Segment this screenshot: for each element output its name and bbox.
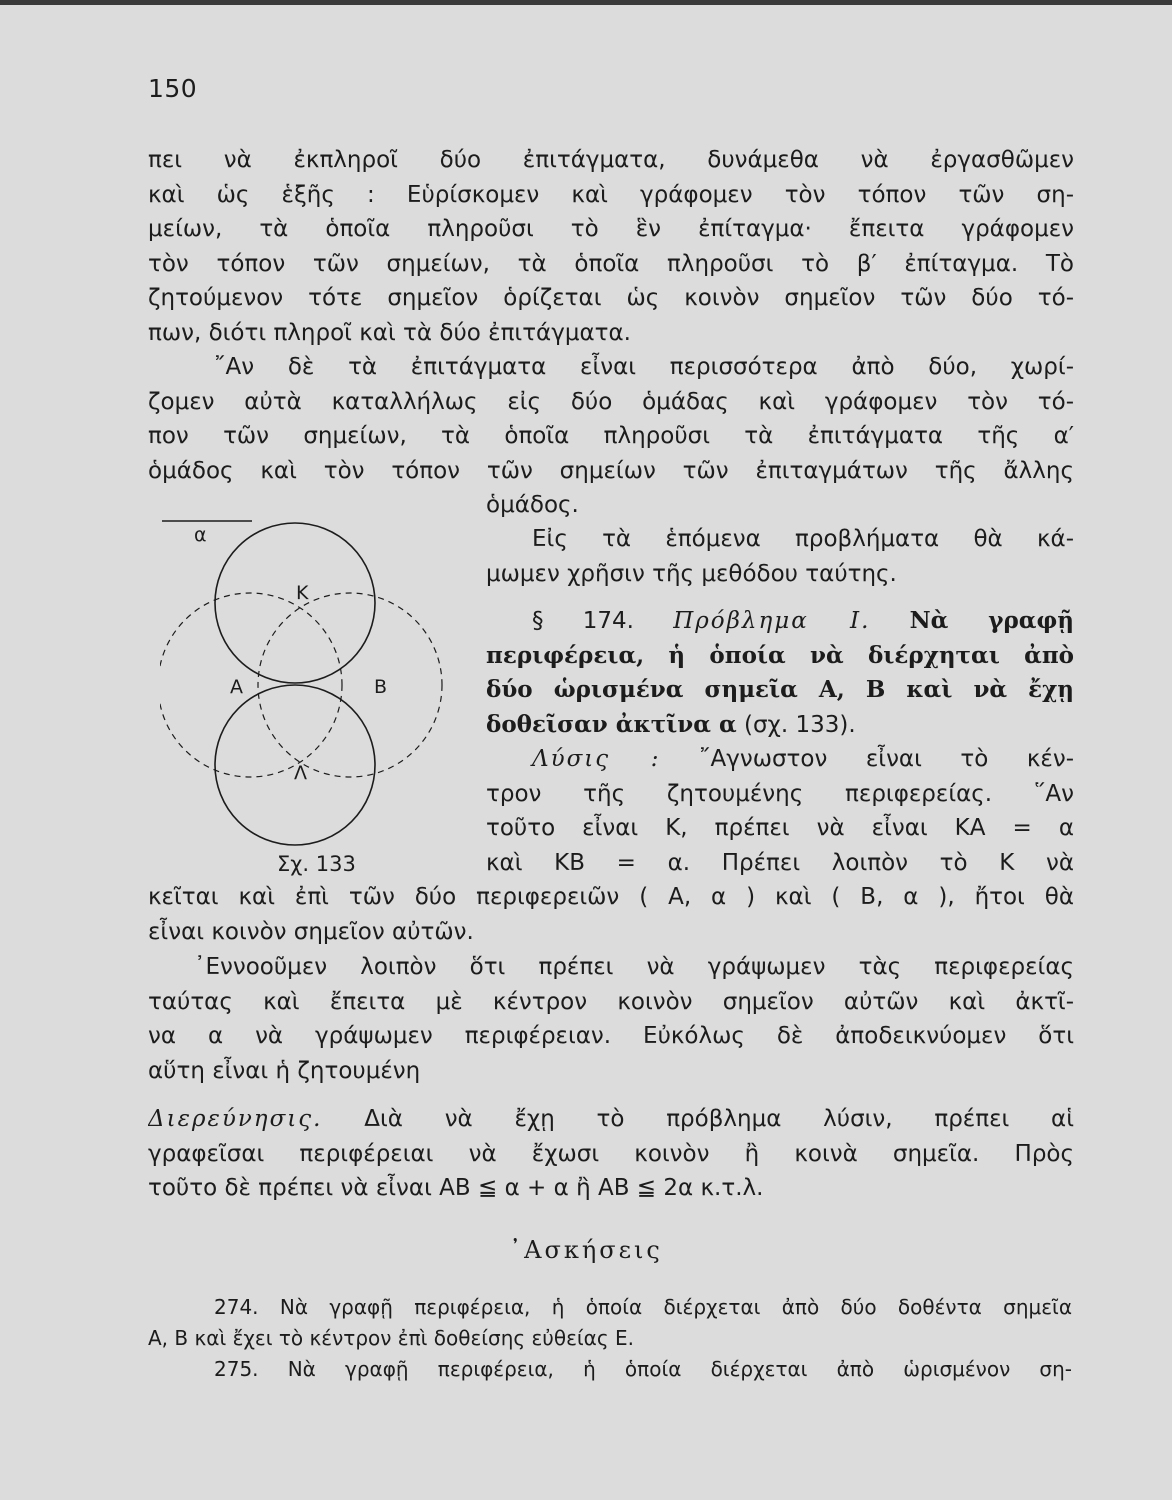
text-line: να α νὰ γράψωμεν περιφέρειαν. Εὐκόλως δὲ ἀποδεικνύομεν ὅτι — [148, 1023, 1074, 1049]
solution-text: ῎Αγνωστον εἶναι τὸ κέν- — [699, 746, 1074, 772]
point-b-label: Β — [374, 676, 388, 698]
text-line: ῎Αν δὲ τὰ ἐπιτάγματα εἶναι περισσότερα ἀπὸ δύο, χωρί- — [214, 354, 1074, 380]
text-line: πων, διότι πληροῖ καὶ τὰ δύο ἐπιτάγματα. — [148, 319, 631, 346]
page-top-edge — [0, 0, 1172, 5]
circle-center-k — [215, 523, 375, 683]
paragraph-next-problems — [486, 522, 1074, 591]
solution-label: Λύσις : — [532, 746, 661, 772]
figure-reference: (σχ. 133). — [743, 711, 856, 738]
exercise-item: Α, Β καὶ ἔχει τὸ κέντρον ἐπὶ δοθείσης εὐθείας Ε. — [148, 1326, 634, 1350]
text-line: γραφεῖσαι περιφέρειαι νὰ ἔχωσι κοινὸν ἢ κοινὰ σημεῖα. Πρὸς — [148, 1140, 1074, 1167]
solution-narrow — [486, 742, 1074, 880]
text-line: καὶ ὡς ἑξῆς : Εὑρίσκομεν καὶ γράφομεν τὸν τόπον τῶν ση- — [148, 181, 1074, 208]
point-a-label: Α — [230, 676, 243, 698]
point-k-label: Κ — [296, 582, 309, 604]
figure-133 — [160, 515, 460, 875]
discussion-text: Διὰ νὰ ἔχῃ τὸ πρόβλημα λύσιν, πρέπει αἱ — [364, 1106, 1074, 1132]
exercise-item: 275. Νὰ γραφῇ περιφέρεια, ἡ ὁποία διέρχεται ἀπὸ ὡρισμένον ση- — [214, 1357, 1072, 1381]
problem-statement — [486, 604, 1074, 742]
discussion-label: Διερεύνησις. — [148, 1106, 323, 1132]
discussion-first-line — [148, 1102, 1074, 1137]
point-l-label: Λ — [294, 762, 307, 784]
text-line: πον τῶν σημείων, τὰ ὁποῖα πληροῦσι τὰ ἐπιτάγματα τῆς α′ — [148, 423, 1074, 449]
text-line: τρον τῆς ζητουμένης περιφερείας. ῞Αν — [486, 780, 1074, 807]
text-line: ᾿Εννοοῦμεν λοιπὸν ὅτι πρέπει νὰ γράψωμεν τὰς περιφερείας — [194, 954, 1074, 980]
problem-text: δύο ὡρισμένα σημεῖα Α, Β καὶ νὰ ἔχῃ — [486, 676, 1074, 703]
text-line: ὁμάδος. — [486, 492, 579, 518]
text-line: μείων, τὰ ὁποῖα πληροῦσι τὸ ἓν ἐπίταγμα· ἔπειτα γράφομεν — [148, 216, 1074, 242]
section-number: § 174. — [532, 608, 634, 634]
text-line: εἶναι κοινὸν σημεῖον αὐτῶν. — [148, 918, 474, 945]
figure-caption: Σχ. 133 — [277, 852, 356, 876]
page-number: 150 — [148, 74, 198, 103]
text-line: τὸν τόπον τῶν σημείων, τὰ ὁποῖα πληροῦσι τὸ β′ ἐπίταγμα. Τὸ — [148, 250, 1074, 277]
text-line: μωμεν χρῆσιν τῆς μεθόδου ταύτης. — [486, 560, 897, 587]
text-line: τοῦτο εἶναι Κ, πρέπει νὰ εἶναι ΚΑ = α — [486, 815, 1074, 841]
text-line: τοῦτο δὲ πρέπει νὰ εἶναι ΑΒ ≦ α + α ἢ ΑΒ ≦ 2α κ.τ.λ. — [148, 1175, 764, 1201]
problem-title-line — [486, 604, 1074, 639]
problem-text: Νὰ γραφῇ — [909, 607, 1074, 634]
problem-text: δοθεῖσαν ἀκτῖνα α — [486, 710, 737, 738]
exercises-list — [148, 1292, 1072, 1385]
paragraph-construction — [148, 950, 1074, 1088]
problem-last-line — [486, 708, 1074, 743]
problem-title: Πρόβλημα Ι. — [673, 608, 871, 634]
text-line: ζητούμενον τότε σημεῖον ὁρίζεται ὡς κοινὸν σημεῖον τῶν δύο τό- — [148, 285, 1074, 311]
exercises-heading: ᾿Ασκήσεις — [509, 1236, 663, 1264]
exercise-item: 274. Νὰ γραφῇ περιφέρεια, ἡ ὁποία διέρχεται ἀπὸ δύο δοθέντα σημεῖα — [214, 1295, 1072, 1319]
text-line: καὶ ΚΒ = α. Πρέπει λοιπὸν τὸ Κ νὰ — [486, 849, 1074, 876]
segment-label: α — [194, 524, 207, 546]
text-line: αὕτη εἶναι ἡ ζητουμένη — [148, 1057, 421, 1084]
text-line: κεῖται καὶ ἐπὶ τῶν δύο περιφερειῶν ( Α, α ) καὶ ( Β, α ), ἤτοι θὰ — [148, 884, 1074, 910]
text-line: Εἰς τὰ ἑπόμενα προβλήματα θὰ κά- — [532, 526, 1074, 552]
paragraph-method — [148, 143, 1074, 350]
text-line: πει νὰ ἐκπληροῖ δύο ἐπιτάγματα, δυνάμεθα νὰ ἐργασθῶμεν — [148, 147, 1074, 173]
discussion — [148, 1102, 1074, 1206]
paragraph-many-conditions — [148, 350, 1074, 523]
text-line: ὁμάδος καὶ τὸν τόπον τῶν σημείων τῶν ἐπιταγμάτων τῆς ἄλλης — [148, 457, 1074, 484]
problem-text: περιφέρεια, ἡ ὁποία νὰ διέρχηται ἀπὸ — [486, 641, 1074, 669]
solution-first-line — [486, 742, 1074, 777]
solution-full — [148, 880, 1074, 949]
text-line: ζομεν αὐτὰ καταλλήλως εἰς δύο ὁμάδας καὶ γράφομεν τὸν τό- — [148, 388, 1074, 415]
text-line: ταύτας καὶ ἔπειτα μὲ κέντρον κοινὸν σημεῖον αὐτῶν καὶ ἀκτῖ- — [148, 988, 1074, 1015]
circle-center-a — [160, 593, 342, 777]
